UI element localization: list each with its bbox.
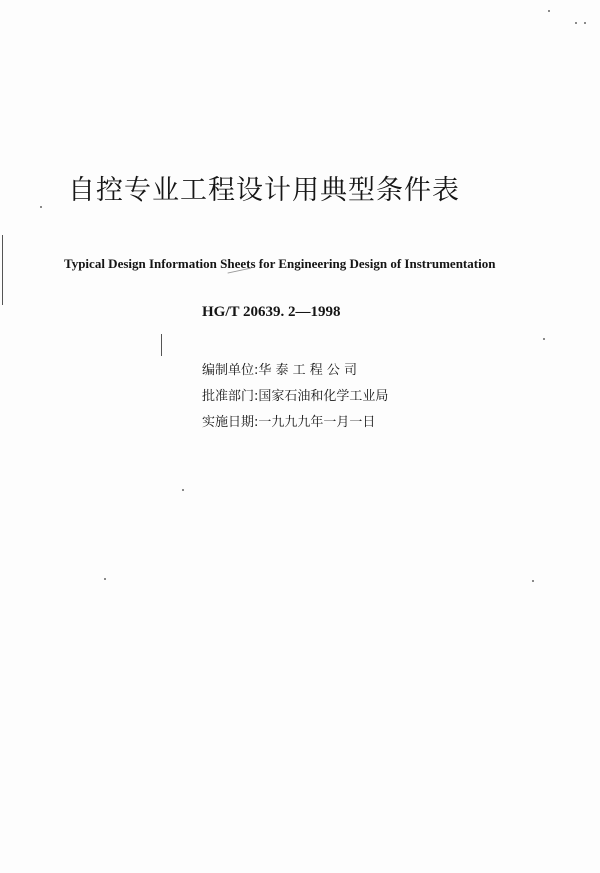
scan-dot: [584, 22, 586, 24]
info-value-approver: 国家石油和化学工业局: [258, 389, 389, 404]
info-row-approver: [202, 385, 388, 404]
scan-mark-left: [2, 235, 3, 305]
scan-dot: [104, 578, 106, 580]
scan-dot: [532, 580, 534, 582]
scan-dot: [543, 338, 545, 340]
info-value-compiler: 华 泰 工 程 公 司: [258, 363, 358, 378]
scan-dot: [40, 206, 42, 208]
scan-dot: [182, 489, 184, 491]
scan-dot: [548, 10, 550, 12]
document-title-chinese: 自控专业工程设计用典型条件表: [68, 175, 460, 206]
document-title-english: Typical Design Information Sheets for Engineering Design of Instrumentation: [64, 256, 496, 271]
standard-code: HG/T 20639. 2—1998: [202, 304, 341, 320]
info-value-effective-date: 一九九九年一月一日: [258, 415, 376, 430]
scan-dot: [575, 22, 577, 24]
info-row-compiler: [202, 359, 357, 378]
info-label-approver: 批准部门:: [202, 389, 259, 404]
info-row-effective-date: [202, 411, 375, 430]
info-label-effective-date: 实施日期:: [202, 415, 259, 430]
scan-mark-center: [161, 334, 162, 356]
info-label-compiler: 编制单位:: [202, 363, 259, 378]
